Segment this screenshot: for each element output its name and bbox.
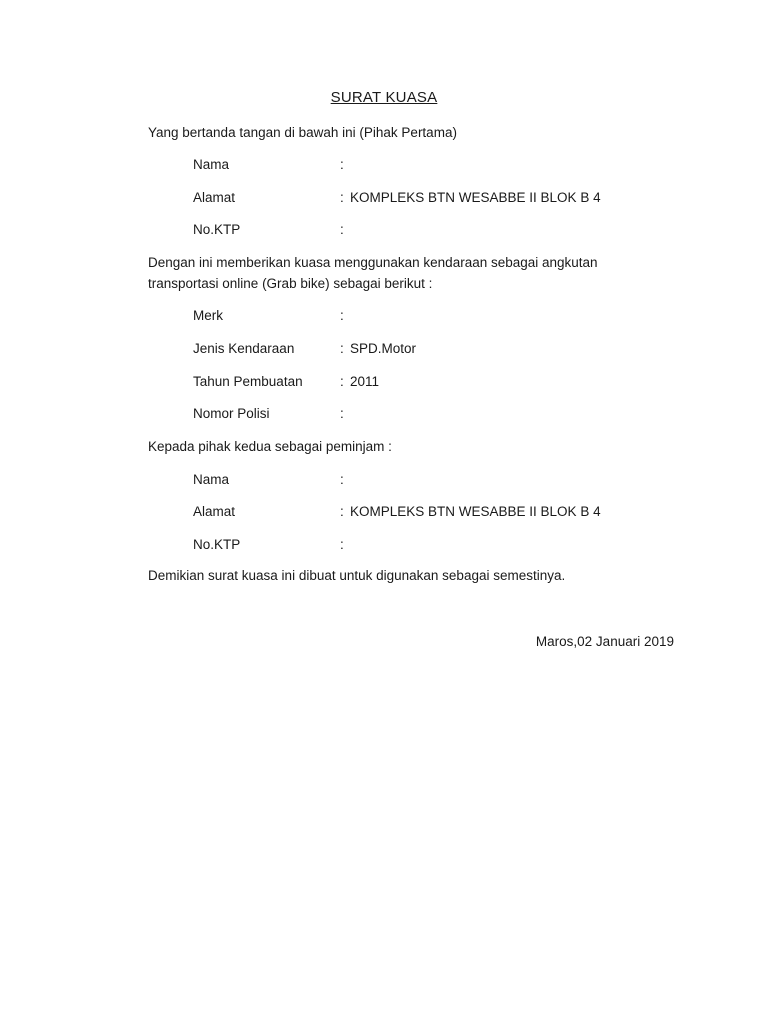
authorization-line-2: transportasi online (Grab bike) sebagai berikut : [148,276,433,291]
second-party-name-row [193,471,350,489]
first-party-ktp-row [193,221,350,239]
vehicle-type-row [193,340,416,358]
first-party-name-row [193,156,350,174]
field-colon: : [340,190,344,205]
field-colon: : [340,222,344,237]
authorization-line-1: Dengan ini memberikan kuasa menggunakan kendaraan sebagai angkutan [148,255,598,270]
field-label: Alamat [193,504,236,519]
second-party-intro-text: Kepada pihak kedua sebagai peminjam : [148,439,392,454]
field-label: Nomor Polisi [193,406,270,421]
second-party-ktp-row [193,536,350,554]
field-colon: : [340,341,344,356]
field-colon: : [340,504,344,519]
closing-text: Demikian surat kuasa ini dibuat untuk digunakan sebagai semestinya. [148,568,566,583]
first-party-address-row [193,189,601,207]
field-colon: : [340,537,344,552]
field-label: Nama [193,472,230,487]
field-colon: : [340,157,344,172]
field-label: Merk [193,308,223,323]
field-value: 2011 [350,374,380,389]
field-colon: : [340,374,344,389]
field-value: SPD.Motor [350,341,417,356]
field-label: Tahun Pembuatan [193,374,303,389]
field-value: KOMPLEKS BTN WESABBE II BLOK B 4 [350,504,601,519]
field-colon: : [340,308,344,323]
field-value: KOMPLEKS BTN WESABBE II BLOK B 4 [350,190,601,205]
field-colon: : [340,472,344,487]
vehicle-year-row [193,373,379,391]
intro-text: Yang bertanda tangan di bawah ini (Pihak Pertama) [148,125,457,140]
field-label: Alamat [193,190,236,205]
field-label: Jenis Kendaraan [193,341,295,356]
document-title: SURAT KUASA [330,89,438,106]
field-label: No.KTP [193,537,241,552]
field-colon: : [340,406,344,421]
field-label: Nama [193,157,230,172]
field-label: No.KTP [193,222,241,237]
authorization-text [148,252,648,294]
second-party-address-row [193,503,601,521]
vehicle-brand-row [193,307,350,325]
place-date: Maros,02 Januari 2019 [535,634,674,649]
vehicle-plate-row [193,405,350,423]
